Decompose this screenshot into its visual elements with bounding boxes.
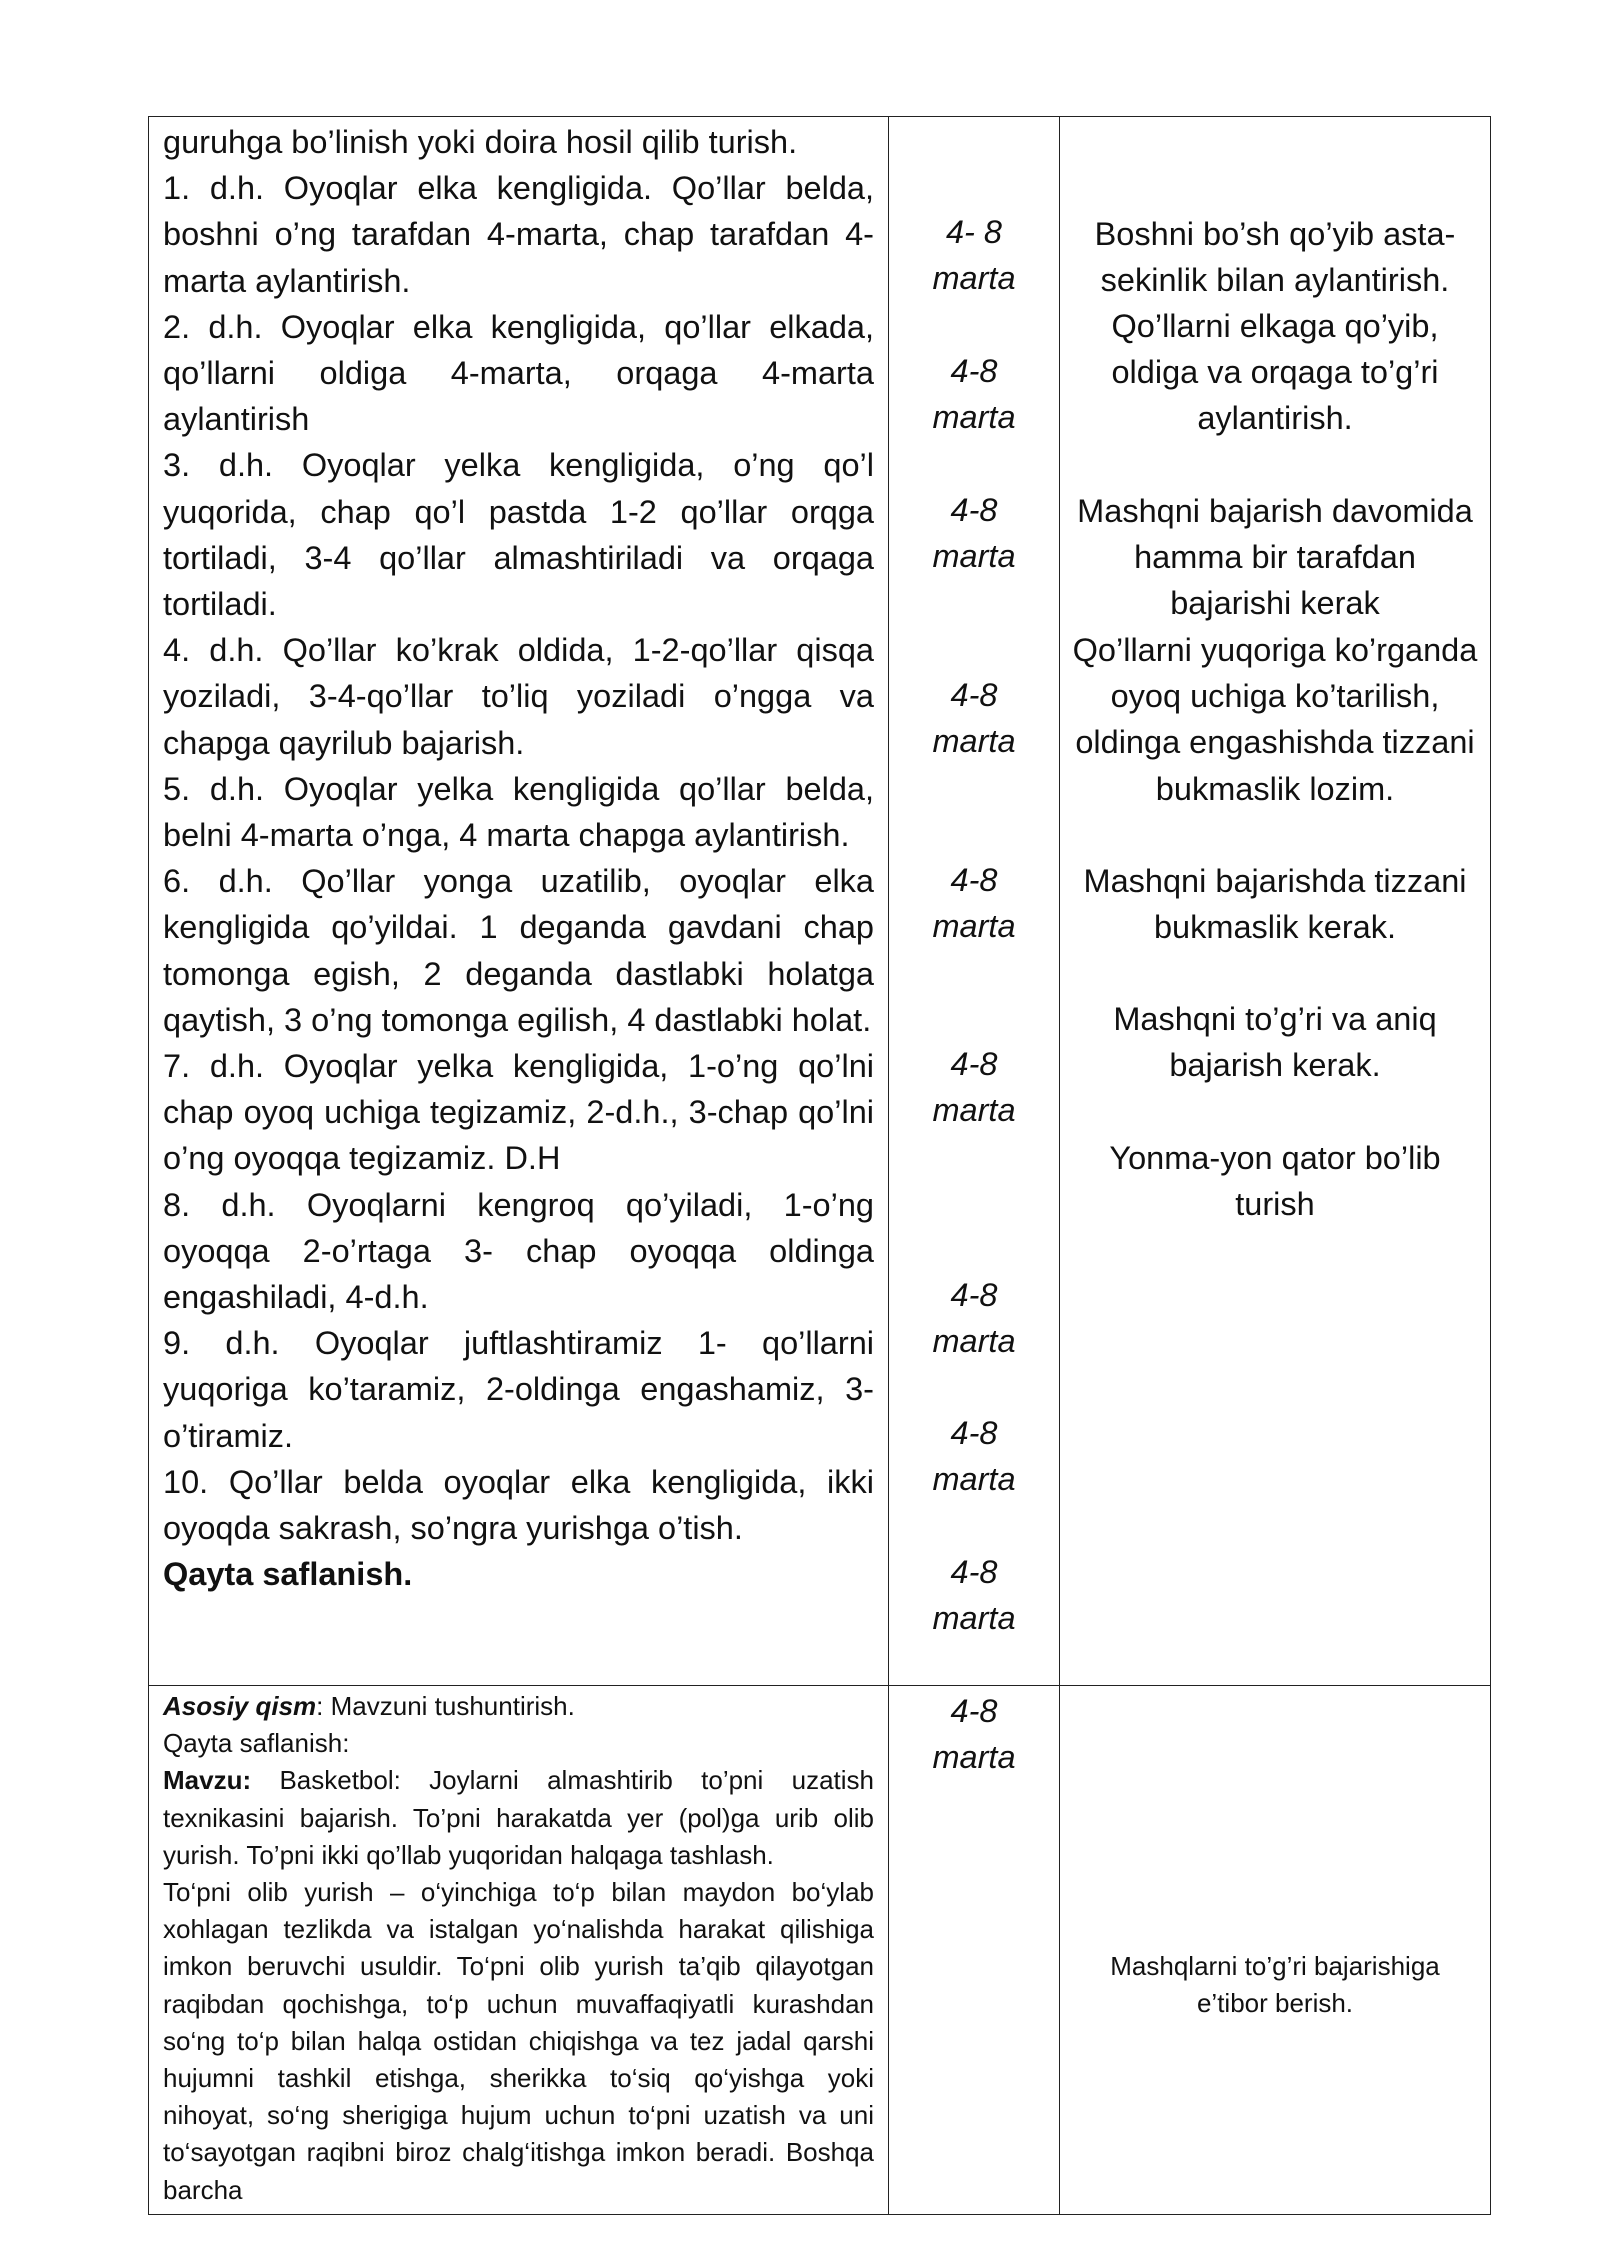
methodical-notes-cell xyxy=(1060,117,1491,1686)
main-part-notes-cell xyxy=(1060,1686,1491,2215)
repetitions-cell xyxy=(889,117,1060,1776)
rep-count: 4-8 marta xyxy=(932,1554,1016,1637)
rep-count: 4-8 marta xyxy=(932,353,1016,436)
description-paragraph: To‘pni olib yurish – o‘yinchiga to‘p bilan maydon bo‘ylab xohlagan tezlikda va istalgan yo‘nalishda harakat qilishiga imkon beruvchi usuldir. To‘pni olib yurish ta’qib qilayotgan raqibdan qochishga, to‘p uchun muvaffaqiyatli kurashdan so‘ng to‘p bilan halqa ostidan chiqishga va tez jadal qarshi hujumni tashkil etishga, sherikka to‘siq qo‘yishga yoki nihoyat, so‘ng sherigiga hujum uchun to‘pni uzatish va uni to‘sayotgan raqibni biroz chalg‘itishga imkon beradi. Boshqa barcha xyxy=(163,1877,874,2205)
main-part-heading: Asosiy qism: Mavzuni tushuntirish. xyxy=(163,1691,575,1721)
rep-count: 4-8 marta xyxy=(932,1046,1016,1129)
exercise-item: 1. d.h. Oyoqlar elka kengligida. Qo’llar belda, boshni o’ng tarafdan 4-marta, chap tarafdan 4-marta aylantirish. xyxy=(163,170,874,299)
main-part-content-cell xyxy=(149,1686,889,2215)
rep-count: 4-8 marta xyxy=(932,862,1016,945)
note-item: Boshni bo’sh qo’yib asta-sekinlik bilan aylantirish. xyxy=(1094,216,1456,299)
rep-count: 4- 8 marta xyxy=(932,214,1016,297)
warmup-intro: guruhga bo’linish yoki doira hosil qilib turish. xyxy=(163,124,798,160)
note-item: Mashqni bajarish davomida hamma bir tarafdan bajarishi kerak xyxy=(1077,493,1473,622)
note-item: Mashqni to’g’ri va aniq bajarish kerak. xyxy=(1113,1001,1437,1084)
warmup-exercises-cell xyxy=(149,117,889,1686)
exercise-item: 3. d.h. Oyoqlar yelka kengligida, o’ng qo’l yuqorida, chap qo’l pastda 1-2 qo’llar orqga tortiladi, 3-4 qo’llar almashtiriladi va orqaga tortiladi. xyxy=(163,447,874,623)
exercise-item: 6. d.h. Qo’llar yonga uzatilib, oyoqlar elka kengligida qo’yildai. 1 deganda gavdani chap tomonga egish, 2 deganda dastlabki holatga qaytish, 3 o’ng tomonga egilish, 4 dastlabki holat. xyxy=(163,863,874,1038)
topic-paragraph: Mavzu: Basketbol: Joylarni almashtirib to’pni uzatish texnikasini bajarish. To’pni harakatda yer (pol)ga urib olib yurish. To’pni ikki qo’llab yuqoridan halqaga tashlash. xyxy=(163,1765,874,1870)
rep-count: 4-8 marta xyxy=(932,1693,1016,1776)
rep-count: 4-8 marta xyxy=(932,492,1016,575)
exercise-item: 7. d.h. Oyoqlar yelka kengligida, 1-o’ng qo’lni chap oyoq uchiga tegizamiz, 2-d.h., 3-chap qo’lni o’ng oyoqqa tegizamiz. D.H xyxy=(163,1048,874,1177)
note-item: Qo’llarni elkaga qo’yib, oldiga va orqaga to’g’ri aylantirish. xyxy=(1111,308,1439,437)
exercise-item: 2. d.h. Oyoqlar elka kengligida, qo’llar elkada, qo’llarni oldiga 4-marta, orqaga 4-marta aylantirish xyxy=(163,308,874,438)
rep-count: 4-8 marta xyxy=(932,1415,1016,1498)
main-part-note: Mashqlarni to’g’ri bajarishiga e’tibor berish. xyxy=(1110,1951,1440,2019)
warmup-row xyxy=(149,117,1491,1686)
exercise-item: 8. d.h. Oyoqlarni kengroq qo’yiladi, 1-o’ng oyoqqa 2-o’rtaga 3- chap oyoqqa oldinga engashiladi, 4-d.h. xyxy=(163,1186,874,1316)
closing-heading: Qayta saflanish. xyxy=(163,1556,413,1593)
exercise-item: 10. Qo’llar belda oyoqlar elka kengligida, ikki oyoqda sakrash, so’ngra yurishga o’tish. xyxy=(163,1463,874,1547)
reform-label: Qayta saflanish: xyxy=(163,1728,350,1759)
main-part-row xyxy=(149,1686,1491,2215)
lesson-plan-table xyxy=(148,116,1491,2215)
exercise-item: 4. d.h. Qo’llar ko’krak oldida, 1-2-qo’llar qisqa yoziladi, 3-4-qo’llar to’liq yoziladi o’ngga va chapga qayrilub bajarish. xyxy=(163,632,874,761)
note-item: Qo’llarni yuqoriga ko’rganda oyoq uchiga ko’tarilish, oldinga engashishda tizzani bukmaslik lozim. xyxy=(1072,632,1478,807)
exercise-item: 9. d.h. Oyoqlar juftlashtiramiz 1- qo’llarni yuqoriga ko’taramiz, 2-oldinga engashamiz, 3-o’tiramiz. xyxy=(163,1325,874,1454)
rep-count: 4-8 marta xyxy=(932,1277,1016,1360)
exercise-item: 5. d.h. Oyoqlar yelka kengligida qo’llar belda, belni 4-marta o’nga, 4 marta chapga aylantirish. xyxy=(163,770,874,854)
note-item: Mashqni bajarishda tizzani bukmaslik kerak. xyxy=(1083,863,1467,946)
note-item: Yonma-yon qator bo’lib turish xyxy=(1109,1140,1441,1223)
rep-count: 4-8 marta xyxy=(932,677,1016,760)
